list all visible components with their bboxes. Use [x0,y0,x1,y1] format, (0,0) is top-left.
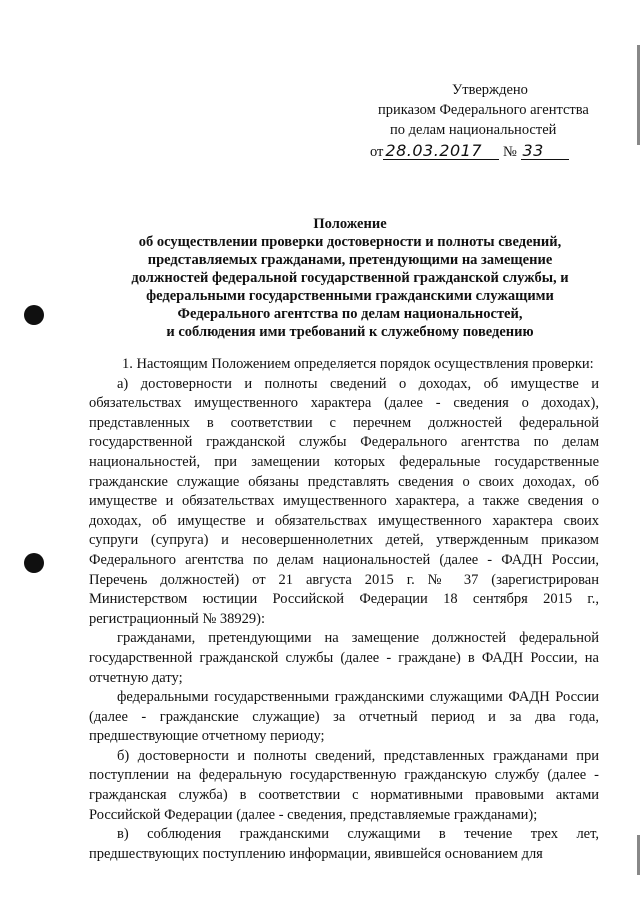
title-line: и соблюдения ими требований к служебному поведению [166,324,534,340]
title-line: Федерального агентства по делам национальностей, [177,306,523,322]
title-line: федеральными государственными гражданскими служащими [146,288,554,304]
approval-date-line [370,142,620,162]
title-line: представляемых гражданами, претендующими на замещение [147,252,553,268]
body-paragraph: в) соблюдения гражданскими служащими в течение трех лет, предшествующих поступлению информации, явившейся основанием для [89,826,599,862]
date-prefix: от [370,144,384,160]
approval-heading: Утверждено [452,82,528,98]
handwritten-date: 28.03.2017 [383,143,499,160]
handwritten-number: 33 [521,143,569,160]
punch-hole-mark [24,305,44,325]
punch-hole-mark [24,553,44,573]
body-paragraph: 1. Настоящим Положением определяется порядок осуществления проверки: [122,356,594,372]
approval-order-line: приказом Федерального агентства [378,102,589,118]
body-paragraph: б) достоверности и полноты сведений, представленных гражданами при поступлении на федеральную государственную гражданскую службу (далее - гражданская служба) в соответствии с нормативными правовыми актами Российской Федерации (далее - сведения, представляемые гражданами); [89,747,599,823]
title-line: Положение [313,216,387,232]
title-line: об осуществлении проверки достоверности и полноты сведений, [138,234,562,250]
title-line: должностей федеральной государственной гражданской службы, и [131,270,569,286]
number-prefix: № [503,144,517,160]
document-body [89,355,599,864]
approval-block [370,80,620,162]
body-paragraph: а) достоверности и полноты сведений о доходах, об имуществе и обязательствах имущественного характера (далее - сведения о доходах), представленных в соответствии с перечнем должностей федеральной государственной гражданской службы Федерального агентства по делам национальностей, при замещении которых федеральные государственные гражданские служащие обязаны представлять сведения о своих доходах, об имуществе и обязательствах имущественного характера, а также сведения о доходах, об имуществе и обязательствах имущественного характера своих супруги (супруга) и несовершеннолетних детей, утвержденным приказом Федерального агентства по делам национальностей (далее - ФАДН России, Перечень должностей) от 21 августа 2015 г. № 37 (зарегистрирован Министерством юстиции Российской Федерации 18 сентября 2015 г., регистрационный № 38929): [89,375,599,627]
body-paragraph: гражданами, претендующими на замещение должностей федеральной государственной гражданской службы (далее - граждане) в ФАДН России, на отчетную дату; [89,630,599,686]
document-title [100,215,600,341]
body-paragraph: федеральными государственными гражданскими служащими ФАДН России (далее - гражданские служащие) за отчетный период и за два года, предшествующие отчетному периоду; [89,689,599,745]
approval-agency-line: по делам национальностей [390,122,557,138]
